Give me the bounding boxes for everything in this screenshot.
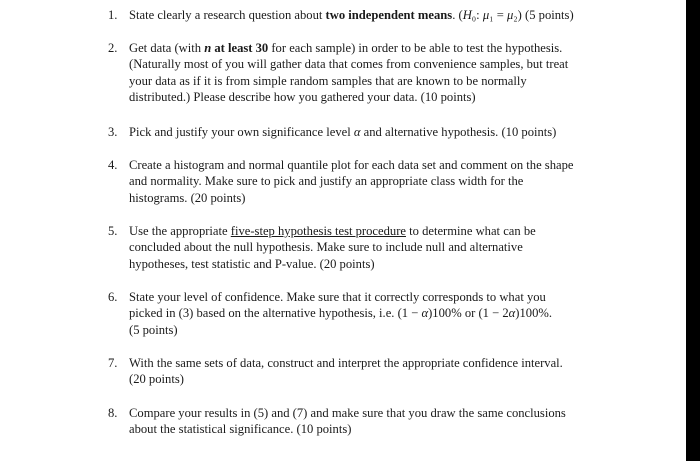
text-run: State clearly a research question about [129,8,326,22]
question-number: 5. [108,224,118,238]
question-text [129,223,608,272]
text-run: concluded about the null hypothesis. Make sure to include null and alternative [129,240,523,255]
text-run: Compare your results in (5) and (7) and make sure that you draw the same conclusions [129,406,566,420]
text-run: and normality. Make sure to pick and justify an appropriate class width for the [129,174,524,189]
text-line [129,256,608,272]
text-run: distributed.) Please describe how you gathered your data. (10 points) [129,89,476,104]
text-run: State your level of confidence. Make sure that it correctly corresponds to what you [129,290,546,304]
question-number: 8. [108,406,118,420]
text-run: your data as if it is from simple random samples that are known to be normally [129,73,527,88]
question-number: 7. [108,356,118,370]
text-line [129,322,608,338]
question-text [129,405,608,438]
text-run: hypotheses, test statistic and P-value. (20 points) [129,256,375,271]
question-1 [108,7,608,23]
text-line [129,355,608,371]
text-line [129,421,608,437]
text-run: α [353,125,361,139]
text-run: to determine what can be [405,224,536,238]
question-text [129,289,608,338]
text-run: (5 points) [129,322,178,337]
question-text [129,40,608,105]
text-line [129,289,608,305]
text-line [129,223,608,239]
text-line [129,405,608,421]
question-4 [108,157,608,206]
text-run: Use the appropriate [129,224,231,238]
text-line [129,157,608,173]
text-run: μ [506,8,514,22]
text-line [129,73,608,89]
question-text [129,7,608,23]
text-run: With the same sets of data, construct and interpret the appropriate confidence interval. [129,356,563,370]
question-number: 3. [108,125,118,139]
question-number: 2. [108,41,118,55]
text-run: picked in (3) based on the alternative hypothesis, i.e. (1 − [129,306,422,321]
text-run: for each sample) in order to be able to test the hypothesis. [268,41,563,55]
text-line [129,239,608,255]
question-7 [108,355,608,388]
question-text [129,355,608,388]
text-run: Create a histogram and normal quantile plot for each data set and comment on the shape [129,158,574,172]
text-run: five-step hypothesis test procedure [230,224,406,238]
text-run: ₁ = [489,8,507,22]
text-run: μ [482,8,490,22]
text-run: histograms. (20 points) [129,190,246,205]
text-line [129,190,608,206]
question-2 [108,40,608,105]
question-5 [108,223,608,272]
text-run: Pick and justify your own significance level [129,125,354,139]
question-8 [108,405,608,438]
text-line [129,173,608,189]
text-run: (20 points) [129,372,184,387]
text-run: )100% or (1 − 2 [428,306,509,321]
text-run: ₂) (5 points) [513,8,574,22]
question-text [129,157,608,206]
text-line [129,40,608,56]
text-line [129,7,608,23]
question-6 [108,289,608,338]
photo-edge [686,0,700,461]
text-run: n [204,41,212,55]
text-line [129,371,608,387]
text-line [129,124,608,140]
question-number: 4. [108,158,118,172]
text-line [129,89,608,105]
text-run: and alternative hypothesis. (10 points) [360,125,557,139]
text-run: α [508,306,516,321]
text-run: H [462,8,472,22]
text-line [129,305,608,321]
text-run: α [421,306,429,321]
question-text [129,124,608,140]
text-run: (Naturally most of you will gather data that comes from convenience samples, but treat [129,57,569,72]
text-run: about the statistical significance. (10 points) [129,422,352,437]
text-line [129,56,608,72]
question-number: 1. [108,8,118,22]
text-run: two independent means [325,8,453,22]
text-run: ₀: [471,8,483,22]
text-run: )100%. [515,306,553,321]
question-3 [108,124,608,140]
text-run: Get data (with [129,41,205,55]
text-run: at least 30 [211,41,269,55]
text-run: . ( [452,8,463,22]
question-number: 6. [108,290,118,304]
